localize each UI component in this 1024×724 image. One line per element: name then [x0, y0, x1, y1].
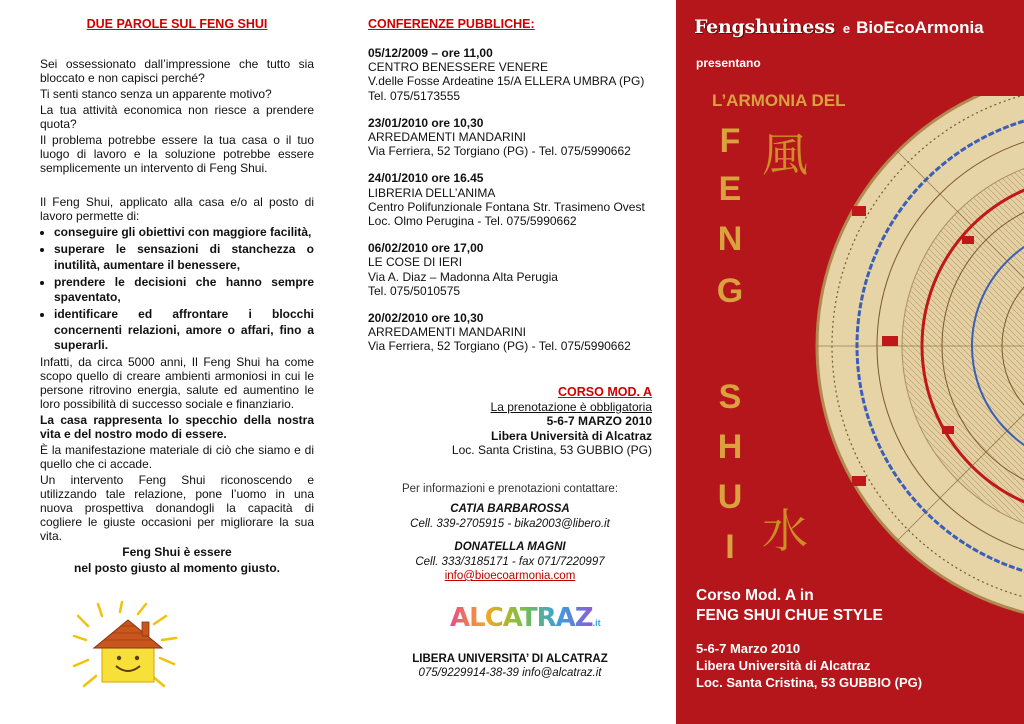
conference-place: LIBRERIA DELL’ANIMA: [368, 185, 496, 200]
roof-icon: [94, 620, 162, 648]
paragraph: Sei ossessionato dall’impressione che tutto sia bloccato e non capisci perché?: [40, 57, 314, 85]
list-item: • identificare ed affrontare i blocchi concernenti relazioni, amore o affari, fino a superarli.: [54, 307, 314, 353]
list-item: • superare le sensazioni di stanchezza o inutilità, aumentare il benessere,: [54, 242, 314, 273]
course-location-cover: Loc. Santa Cristina, 53 GUBBIO (PG): [696, 675, 923, 690]
left-body: [40, 57, 314, 577]
wind-character: 風: [762, 129, 808, 181]
paragraph: Il Feng Shui, applicato alla casa e/o al posto di lavoro permette di:: [40, 195, 314, 223]
paragraph: Infatti, da circa 5000 anni, Il Feng Shui ha come scopo quello di creare ambienti armoniosi in cui le persone ritrovino energia, salute ed aumentino le loro possibilità di successo sociale e finanziario.: [40, 355, 314, 412]
conference-phone: Loc. Olmo Perugina - Tel. 075/5990662: [368, 214, 577, 229]
course-title: CORSO MOD. A: [558, 385, 652, 399]
course-block: [368, 385, 652, 458]
presents-label: presentano: [696, 56, 761, 70]
title-letter: H: [717, 428, 743, 466]
paragraph: Ti senti stanco senza un apparente motivo?: [40, 87, 272, 101]
sun-house-illustration: [68, 600, 188, 692]
contact-info: Cell. 339-2705915 - bika2003@libero.it: [410, 517, 610, 530]
conference-date: 20/02/2010 ore 10,30: [368, 311, 484, 326]
alcatraz-name: LIBERA UNIVERSITA’ DI ALCATRAZ: [412, 653, 608, 665]
paragraph-bold: La casa rappresenta lo specchio della nostra vita e del nostro modo di essere.: [40, 413, 314, 442]
course-venue: Libera Università di Alcatraz: [491, 428, 652, 443]
title-letter: U: [717, 478, 743, 516]
paragraph: Il problema potrebbe essere la tua casa o il tuo luogo di lavoro e la soluzione potrebbe essere semplicemente un intervento di Feng Shui.: [40, 133, 314, 175]
cover-panel: [676, 0, 1024, 724]
title-letter: E: [718, 170, 742, 208]
bioecoarmonia-name: BioEcoArmonia: [856, 18, 984, 37]
conference-address: V.delle Fosse Ardeatine 15/A ELLERA UMBRA (PG): [368, 74, 645, 89]
contacts-block: [368, 482, 652, 584]
conference-address: Via Ferriera, 52 Torgiano (PG) - Tel. 075/5990662: [368, 144, 631, 159]
conference-date: 24/01/2010 ore 16.45: [368, 171, 484, 186]
water-character: 水: [762, 505, 808, 557]
contacts-intro: Per informazioni e prenotazioni contattare:: [401, 483, 619, 495]
list-item: [368, 171, 652, 228]
contact-name: CATIA BARBAROSSA: [450, 503, 570, 515]
alcatraz-footer: [368, 652, 652, 681]
paragraph: È la manifestazione materiale di ciò che siamo e di quello che ci accade.: [40, 443, 314, 472]
alcatraz-contact: 075/9229914-38-39 info@alcatraz.it: [418, 667, 602, 679]
fengshuiness-logo: Fengshuiness: [694, 16, 835, 38]
brand-conjunction: e: [842, 21, 851, 36]
conference-address: Centro Polifunzionale Fontana Str. Trasimeno Ovest: [368, 199, 645, 214]
course-note: La prenotazione è obbligatoria: [490, 399, 652, 414]
eye-icon: [135, 656, 139, 660]
list-item: • conseguire gli obiettivi con maggiore facilità,: [54, 225, 314, 240]
email-link[interactable]: info@bioecoarmonia.com: [444, 570, 576, 582]
brand-line: [694, 16, 984, 38]
title-letter: G: [716, 272, 744, 310]
list-item: • prendere le decisioni che hanno sempre spaventato,: [54, 275, 314, 306]
list-item: [368, 311, 652, 354]
title-letter: F: [719, 122, 741, 160]
title-letter: I: [725, 528, 735, 566]
course-venue-cover: Libera Università di Alcatraz: [696, 658, 871, 673]
conference-list: [368, 46, 652, 367]
left-heading: DUE PAROLE SUL FENG SHUI: [86, 17, 268, 31]
house-icon: [102, 646, 154, 682]
course-title-line: FENG SHUI CHUE STYLE: [696, 607, 883, 624]
conference-date: 05/12/2009 – ore 11,00: [368, 46, 493, 60]
course-dates: 5-6-7 MARZO 2010: [546, 414, 652, 428]
course-location: Loc. Santa Cristina, 53 GUBBIO (PG): [451, 443, 652, 457]
title-letter: N: [717, 220, 743, 258]
alcatraz-logo: [450, 603, 601, 643]
alcatraz-logo-suffix: .it: [592, 618, 601, 628]
conference-place: CENTRO BENESSERE VENERE: [368, 60, 549, 75]
list-item: [368, 46, 652, 103]
alcatraz-logo-text: ALCATRAZ: [450, 603, 593, 633]
conference-address: Via Ferriera, 52 Torgiano (PG) - Tel. 075/5990662: [368, 339, 631, 354]
conference-place: LE COSE DI IERI: [368, 255, 463, 270]
course-title-cover: [696, 586, 883, 626]
closing-line: Feng Shui è essere: [122, 545, 232, 560]
compass-icon: [812, 96, 1024, 656]
chimney-icon: [142, 622, 149, 636]
contact-info: Cell. 333/3185171 - fax 071/7220997: [415, 555, 605, 568]
conferences-heading: CONFERENZE PUBBLICHE:: [368, 17, 535, 31]
benefit-list: [40, 225, 314, 353]
conference-place: ARREDAMENTI MANDARINI: [368, 130, 527, 145]
eye-icon: [117, 656, 121, 660]
conference-date: 06/02/2010 ore 17,00: [368, 241, 484, 256]
paragraph: Un intervento Feng Shui riconoscendo e utilizzando tale relazione, pone l’uomo in una nuova prospettiva donandogli la capacità di cogliere le giuste occasioni per migliorare la sua vita.: [40, 473, 314, 544]
conference-phone: Tel. 075/5010575: [368, 283, 461, 298]
conference-place: ARREDAMENTI MANDARINI: [368, 325, 527, 340]
list-item: [368, 116, 652, 159]
course-title-line: Corso Mod. A in: [696, 587, 814, 604]
conference-address: Via A. Diaz – Madonna Alta Perugia: [368, 269, 558, 284]
title-letter: S: [718, 378, 742, 416]
course-dates-cover: 5-6-7 Marzo 2010: [696, 641, 801, 656]
list-item: [368, 241, 652, 298]
closing-line: nel posto giusto al momento giusto.: [74, 561, 280, 576]
conference-phone: Tel. 075/5173555: [368, 88, 461, 103]
conference-date: 23/01/2010 ore 10,30: [368, 115, 484, 130]
course-info-cover: [696, 640, 922, 691]
contact-name: DONATELLA MAGNI: [454, 541, 566, 553]
cover-subtitle: L’ARMONIA DEL: [712, 91, 846, 110]
paragraph: La tua attività economica non riesce a prendere quota?: [40, 103, 314, 131]
